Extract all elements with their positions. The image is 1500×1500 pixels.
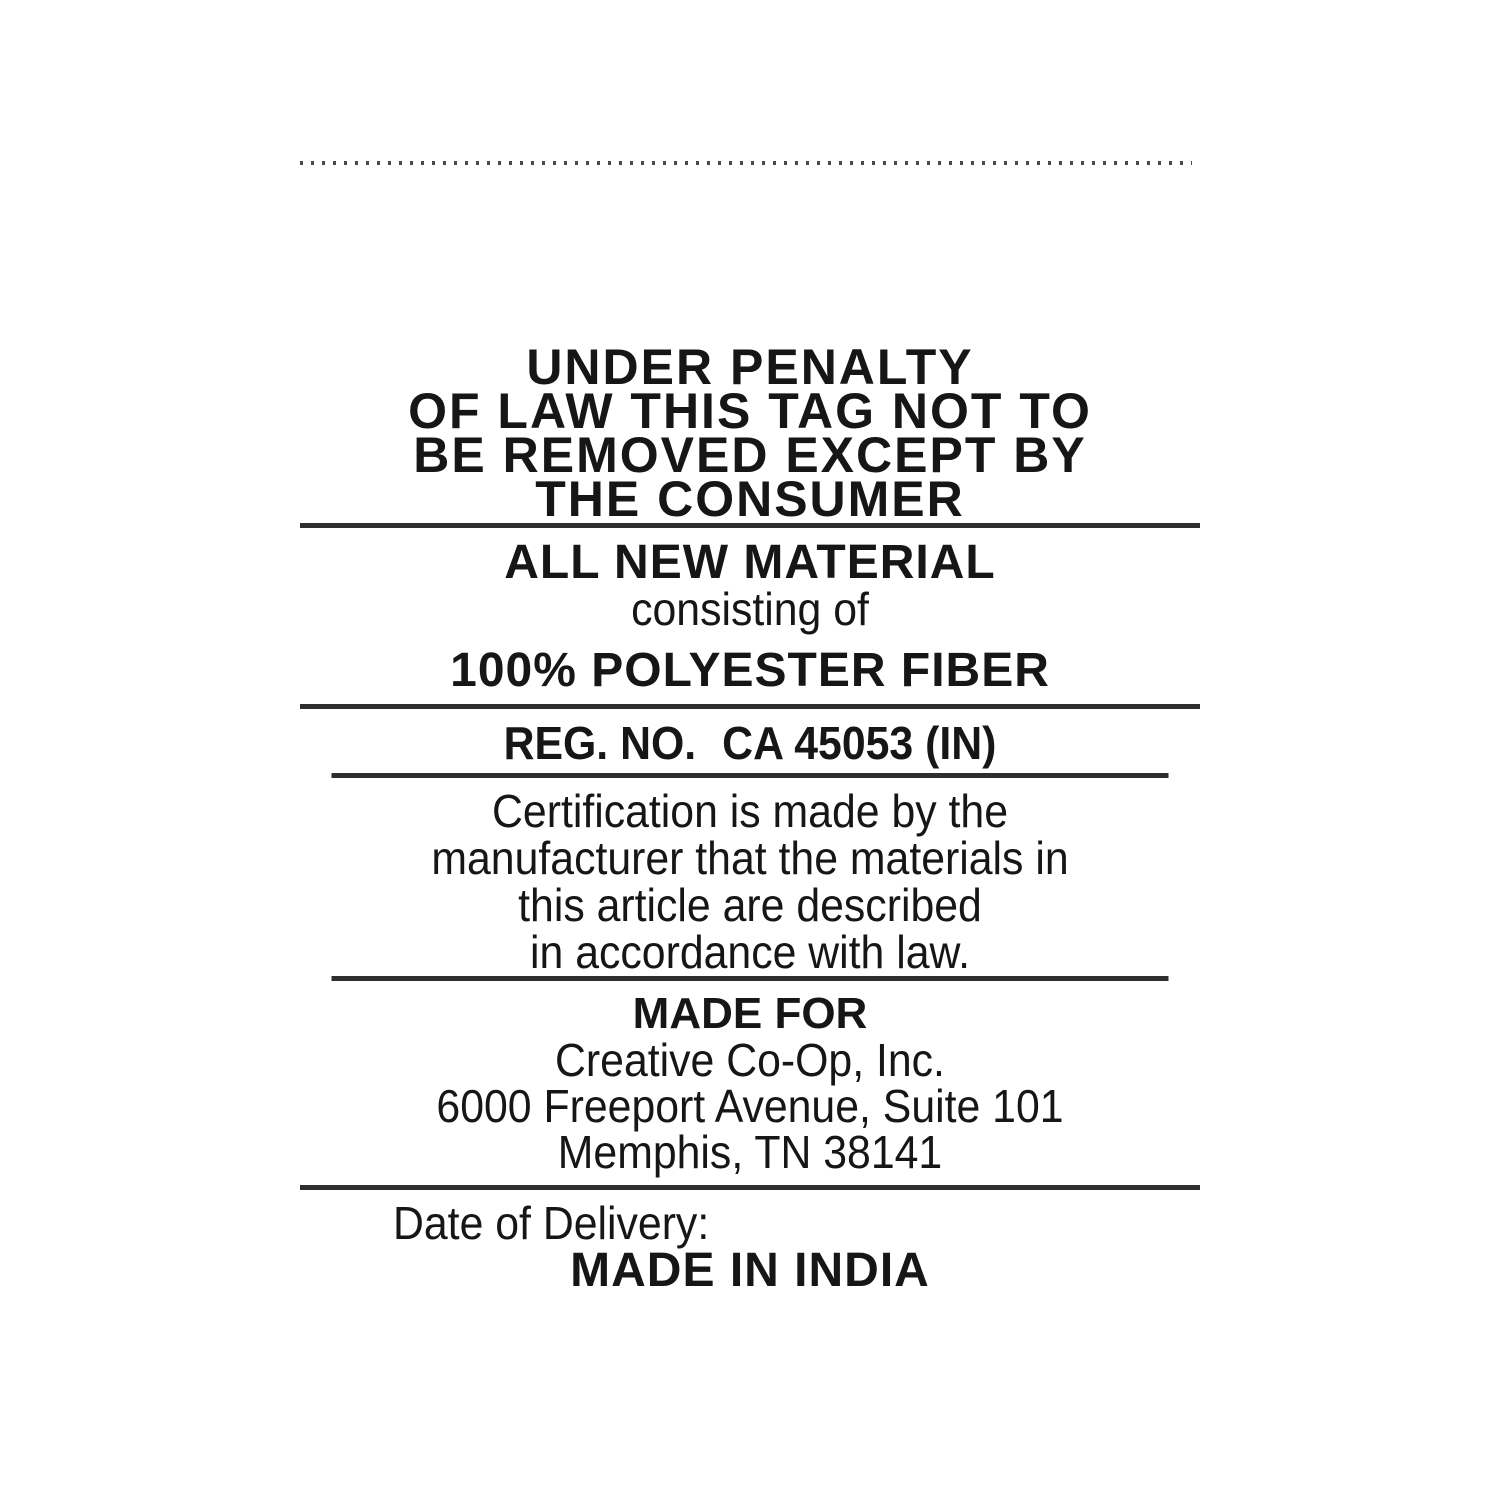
material-section [300,528,1200,709]
country-of-origin: MADE IN INDIA [570,1244,930,1297]
registration-number: CA 45053 (IN) [722,717,997,769]
penalty-line: BE REMOVED EXCEPT BY [413,427,1087,483]
date-of-delivery-label: Date of Delivery: [393,1197,710,1249]
penalty-line: OF LAW THIS TAG NOT TO [408,383,1092,439]
material-heading: ALL NEW MATERIAL [504,536,996,589]
street-address: 6000 Freeport Avenue, Suite 101 [436,1080,1064,1132]
made-for-heading: MADE FOR [632,989,868,1038]
made-for-section [300,981,1200,1190]
material-content: 100% POLYESTER FIBER [450,644,1050,697]
company-name: Creative Co-Op, Inc. [555,1034,945,1086]
registration-label: REG. NO. [503,717,697,769]
penalty-line: UNDER PENALTY [526,339,974,395]
registration-line [332,709,1169,778]
law-tag-label [300,0,1200,1296]
penalty-line: THE CONSUMER [535,471,965,527]
certification-text [332,778,1169,981]
penalty-notice [300,339,1200,528]
city-state-zip: Memphis, TN 38141 [557,1126,943,1178]
certification-line: Certification is made by the [492,785,1008,837]
certification-line: manufacturer that the materials in [431,832,1069,884]
delivery-section [300,1190,1200,1296]
perforation-dotted-line [300,161,1192,165]
certification-line: in accordance with law. [530,926,970,978]
certification-line: this article are described [518,879,982,931]
material-subheading: consisting of [631,583,869,635]
